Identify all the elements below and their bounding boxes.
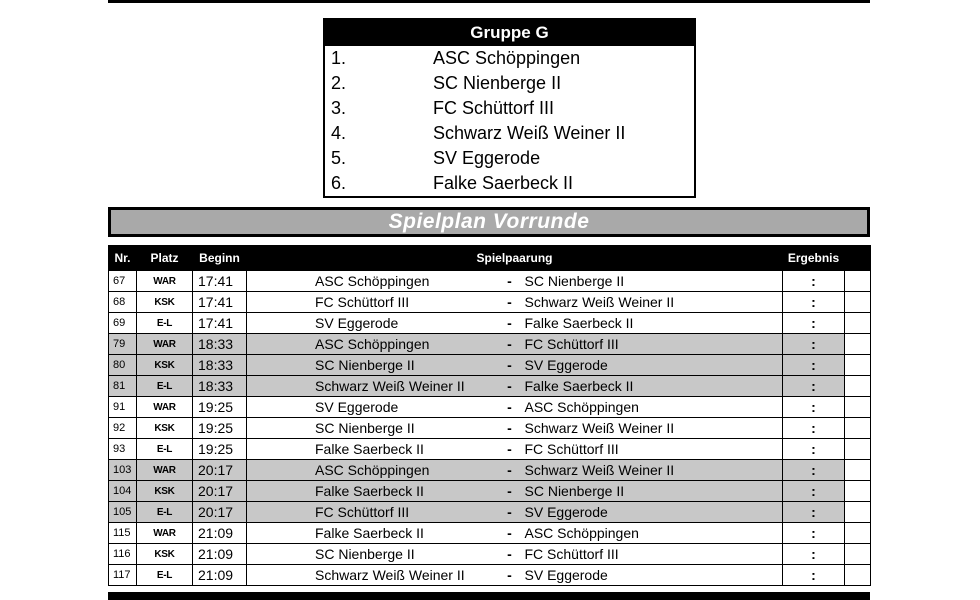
match-start-time: 21:09 (193, 523, 247, 544)
match-start-time: 20:17 (193, 481, 247, 502)
match-row (109, 439, 871, 460)
team-name: Falke Saerbeck II (433, 173, 574, 193)
match-start-time: 17:41 (193, 292, 247, 313)
result-extra-cell (845, 523, 871, 544)
match-number: 115 (109, 523, 137, 544)
match-field: KSK (137, 418, 193, 439)
pairing-separator: - (499, 460, 521, 481)
away-team: Schwarz Weiß Weiner II (521, 418, 783, 439)
match-row (109, 313, 871, 334)
match-row (109, 502, 871, 523)
match-start-time: 21:09 (193, 544, 247, 565)
away-team: SV Eggerode (521, 565, 783, 586)
result-extra-cell (845, 334, 871, 355)
match-row (109, 355, 871, 376)
team-name: SC Nienberge II (433, 73, 562, 93)
team-rank: 1. (331, 48, 347, 68)
team-row (325, 96, 694, 121)
home-team: Falke Saerbeck II (247, 481, 499, 502)
away-team: ASC Schöppingen (521, 397, 783, 418)
match-field: E-L (137, 313, 193, 334)
pairing-separator: - (499, 502, 521, 523)
away-team: Schwarz Weiß Weiner II (521, 460, 783, 481)
result-extra-cell (845, 397, 871, 418)
away-team: Falke Saerbeck II (521, 313, 783, 334)
result-extra-cell (845, 292, 871, 313)
match-start-time: 19:25 (193, 439, 247, 460)
result-extra-cell (845, 481, 871, 502)
match-start-time: 19:25 (193, 397, 247, 418)
match-number: 117 (109, 565, 137, 586)
match-field: WAR (137, 523, 193, 544)
match-number: 116 (109, 544, 137, 565)
header-pairing: Spielpaarung (247, 246, 783, 271)
match-start-time: 18:33 (193, 376, 247, 397)
home-team: SC Nienberge II (247, 418, 499, 439)
pairing-separator: - (499, 439, 521, 460)
match-field: WAR (137, 271, 193, 292)
home-team: FC Schüttorf III (247, 502, 499, 523)
match-number: 67 (109, 271, 137, 292)
match-field: E-L (137, 439, 193, 460)
match-row (109, 397, 871, 418)
home-team: Schwarz Weiß Weiner II (247, 376, 499, 397)
away-team: SC Nienberge II (521, 271, 783, 292)
match-field: KSK (137, 544, 193, 565)
header-platz: Platz (137, 246, 193, 271)
team-rank: 5. (331, 148, 347, 168)
match-row (109, 334, 871, 355)
match-result: : (783, 502, 845, 523)
home-team: ASC Schöppingen (247, 271, 499, 292)
match-result: : (783, 313, 845, 334)
team-name: FC Schüttorf III (433, 98, 555, 118)
result-extra-cell (845, 565, 871, 586)
match-row (109, 418, 871, 439)
match-row (109, 271, 871, 292)
team-row (325, 146, 694, 171)
team-rank: 6. (331, 173, 347, 193)
match-result: : (783, 355, 845, 376)
schedule-body (109, 271, 871, 586)
pairing-separator: - (499, 544, 521, 565)
match-field: E-L (137, 565, 193, 586)
header-result: Ergebnis (783, 246, 845, 271)
top-rule (108, 0, 870, 3)
match-result: : (783, 397, 845, 418)
result-extra-cell (845, 313, 871, 334)
pairing-separator: - (499, 376, 521, 397)
away-team: SC Nienberge II (521, 481, 783, 502)
match-number: 68 (109, 292, 137, 313)
schedule-header-row (109, 246, 871, 271)
away-team: Falke Saerbeck II (521, 376, 783, 397)
match-start-time: 17:41 (193, 313, 247, 334)
home-team: ASC Schöppingen (247, 334, 499, 355)
result-extra-cell (845, 271, 871, 292)
team-rank: 3. (331, 98, 347, 118)
home-team: SC Nienberge II (247, 544, 499, 565)
match-result: : (783, 292, 845, 313)
team-row (325, 46, 694, 71)
home-team: Falke Saerbeck II (247, 523, 499, 544)
match-field: KSK (137, 481, 193, 502)
match-number: 93 (109, 439, 137, 460)
match-number: 92 (109, 418, 137, 439)
result-extra-cell (845, 544, 871, 565)
match-start-time: 20:17 (193, 502, 247, 523)
match-result: : (783, 334, 845, 355)
team-row (325, 121, 694, 146)
match-row (109, 376, 871, 397)
team-name: SV Eggerode (433, 148, 541, 168)
away-team: SV Eggerode (521, 355, 783, 376)
result-extra-cell (845, 460, 871, 481)
match-result: : (783, 523, 845, 544)
team-name: Schwarz Weiß Weiner II (433, 123, 626, 143)
away-team: Schwarz Weiß Weiner II (521, 292, 783, 313)
match-row (109, 565, 871, 586)
away-team: FC Schüttorf III (521, 439, 783, 460)
match-start-time: 21:09 (193, 565, 247, 586)
match-field: KSK (137, 292, 193, 313)
result-extra-cell (845, 418, 871, 439)
team-rank: 4. (331, 123, 347, 143)
match-result: : (783, 271, 845, 292)
match-field: WAR (137, 334, 193, 355)
match-start-time: 18:33 (193, 355, 247, 376)
match-start-time: 17:41 (193, 271, 247, 292)
match-number: 81 (109, 376, 137, 397)
pairing-separator: - (499, 397, 521, 418)
match-number: 91 (109, 397, 137, 418)
match-field: E-L (137, 376, 193, 397)
home-team: Schwarz Weiß Weiner II (247, 565, 499, 586)
match-row (109, 481, 871, 502)
pairing-separator: - (499, 355, 521, 376)
group-table (323, 18, 696, 198)
team-row (325, 71, 694, 96)
match-number: 80 (109, 355, 137, 376)
pairing-separator: - (499, 334, 521, 355)
match-number: 103 (109, 460, 137, 481)
bottom-rule (108, 592, 870, 600)
match-result: : (783, 418, 845, 439)
result-extra-cell (845, 355, 871, 376)
match-result: : (783, 481, 845, 502)
match-result: : (783, 439, 845, 460)
match-result: : (783, 376, 845, 397)
home-team: Falke Saerbeck II (247, 439, 499, 460)
match-number: 69 (109, 313, 137, 334)
header-beginn: Beginn (193, 246, 247, 271)
pairing-separator: - (499, 565, 521, 586)
away-team: ASC Schöppingen (521, 523, 783, 544)
pairing-separator: - (499, 313, 521, 334)
match-result: : (783, 544, 845, 565)
match-row (109, 523, 871, 544)
team-name: ASC Schöppingen (433, 48, 581, 68)
home-team: SV Eggerode (247, 397, 499, 418)
team-rank: 2. (331, 73, 347, 93)
home-team: ASC Schöppingen (247, 460, 499, 481)
away-team: SV Eggerode (521, 502, 783, 523)
group-title: Gruppe G (325, 20, 694, 46)
pairing-separator: - (499, 523, 521, 544)
result-extra-cell (845, 376, 871, 397)
match-number: 104 (109, 481, 137, 502)
team-list (325, 46, 694, 196)
home-team: SV Eggerode (247, 313, 499, 334)
pairing-separator: - (499, 481, 521, 502)
match-row (109, 292, 871, 313)
match-number: 105 (109, 502, 137, 523)
match-field: E-L (137, 502, 193, 523)
match-number: 79 (109, 334, 137, 355)
match-row (109, 460, 871, 481)
match-start-time: 18:33 (193, 334, 247, 355)
pairing-separator: - (499, 418, 521, 439)
team-row (325, 171, 694, 196)
home-team: SC Nienberge II (247, 355, 499, 376)
header-nr: Nr. (109, 246, 137, 271)
away-team: FC Schüttorf III (521, 544, 783, 565)
pairing-separator: - (499, 292, 521, 313)
result-extra-cell (845, 502, 871, 523)
away-team: FC Schüttorf III (521, 334, 783, 355)
match-result: : (783, 565, 845, 586)
match-result: : (783, 460, 845, 481)
home-team: FC Schüttorf III (247, 292, 499, 313)
match-field: WAR (137, 460, 193, 481)
schedule-table (108, 245, 871, 586)
schedule-banner: Spielplan Vorrunde (108, 207, 870, 237)
match-field: WAR (137, 397, 193, 418)
match-field: KSK (137, 355, 193, 376)
pairing-separator: - (499, 271, 521, 292)
match-start-time: 20:17 (193, 460, 247, 481)
header-blank (845, 246, 871, 271)
match-start-time: 19:25 (193, 418, 247, 439)
match-row (109, 544, 871, 565)
result-extra-cell (845, 439, 871, 460)
